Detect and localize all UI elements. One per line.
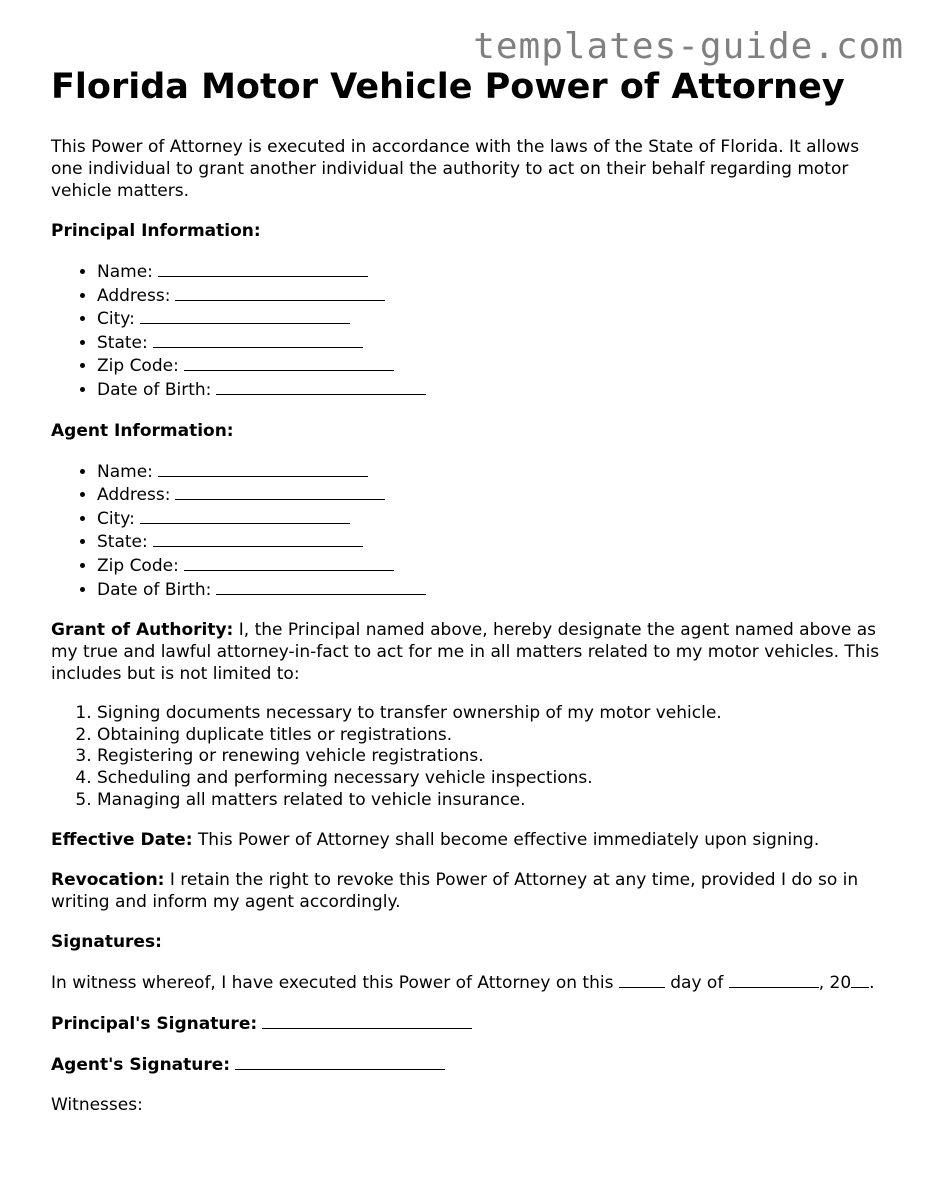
blank-line[interactable] — [153, 530, 363, 547]
principal-state-field — [97, 331, 881, 355]
principal-city-field — [97, 307, 881, 331]
blank-line[interactable] — [175, 284, 385, 301]
principal-fields-list — [51, 260, 881, 402]
grant-items-list — [51, 703, 881, 811]
field-label: State: — [97, 532, 148, 553]
principal-zip-field — [97, 354, 881, 378]
field-label: City: — [97, 508, 135, 529]
agent-signature-label: Agent's Signature: — [51, 1055, 231, 1076]
witnesses-label: Witnesses: — [51, 1095, 143, 1116]
month-blank[interactable] — [729, 971, 819, 988]
year-blank[interactable] — [851, 971, 869, 988]
effective-date-paragraph — [51, 829, 881, 851]
blank-line[interactable] — [184, 354, 394, 371]
effective-label: Effective Date: — [51, 830, 193, 851]
watermark: templates-guide.com — [473, 26, 904, 67]
blank-line[interactable] — [158, 260, 368, 277]
signatures-heading: Signatures: — [51, 932, 162, 953]
principal-dob-field — [97, 378, 881, 402]
field-label: Name: — [97, 461, 153, 482]
agent-heading: Agent Information: — [51, 420, 234, 441]
grant-paragraph — [51, 619, 881, 685]
page-title: Florida Motor Vehicle Power of Attorney — [51, 67, 845, 107]
blank-line[interactable] — [216, 578, 426, 595]
list-item: 2. Obtaining duplicate titles or registrations. — [97, 725, 881, 747]
year-prefix: 20 — [829, 973, 852, 994]
agent-dob-field — [97, 578, 881, 602]
agent-state-field — [97, 530, 881, 554]
blank-line[interactable] — [140, 307, 350, 324]
principal-name-field — [97, 260, 881, 284]
field-label: Zip Code: — [97, 555, 179, 576]
intro-paragraph: This Power of Attorney is executed in accordance with the laws of the State of Florida. It allows one individual to grant another individual the authority to act on their behalf regarding motor vehicle matters. — [51, 137, 860, 201]
document-body — [51, 66, 881, 1116]
list-item: 4. Scheduling and performing necessary vehicle inspections. — [97, 768, 881, 790]
effective-text: This Power of Attorney shall become effective immediately upon signing. — [192, 830, 820, 851]
field-label: Date of Birth: — [97, 579, 212, 600]
year-suffix: . — [869, 973, 875, 994]
witness-text-1: In witness whereof, I have executed this Power of Attorney on this — [51, 973, 614, 994]
agent-signature-blank[interactable] — [235, 1053, 445, 1070]
principal-signature-label: Principal's Signature: — [51, 1014, 258, 1035]
agent-name-field — [97, 460, 881, 484]
principal-signature-blank[interactable] — [262, 1012, 472, 1029]
grant-label: Grant of Authority: — [51, 620, 234, 641]
revocation-paragraph — [51, 869, 881, 913]
agent-address-field — [97, 483, 881, 507]
revocation-label: Revocation: — [51, 870, 165, 891]
list-item: 5. Managing all matters related to vehicle insurance. — [97, 790, 881, 812]
revocation-text: I retain the right to revoke this Power of Attorney at any time, provided I do so in writing and inform my agent accordingly. — [51, 870, 859, 913]
agent-city-field — [97, 507, 881, 531]
field-label: Address: — [97, 285, 171, 306]
grant-text: I, the Principal named above, hereby designate the agent named above as my true and lawful attorney-in-fact to act for me in all matters related to my motor vehicles. This includes but is not limited to: — [51, 620, 880, 685]
blank-line[interactable] — [184, 554, 394, 571]
list-item: 1. Signing documents necessary to transfer ownership of my motor vehicle. — [97, 703, 881, 725]
witness-text-2: day of — [670, 973, 724, 994]
field-label: Address: — [97, 485, 171, 506]
agent-signature-line — [51, 1053, 881, 1076]
principal-address-field — [97, 284, 881, 308]
blank-line[interactable] — [140, 507, 350, 524]
list-item: 3. Registering or renewing vehicle registrations. — [97, 746, 881, 768]
field-label: State: — [97, 332, 148, 353]
principal-signature-line — [51, 1012, 881, 1035]
field-label: Zip Code: — [97, 356, 179, 377]
principal-heading: Principal Information: — [51, 221, 261, 241]
witness-text-3: , — [818, 973, 825, 994]
field-label: Date of Birth: — [97, 379, 212, 400]
agent-zip-field — [97, 554, 881, 578]
field-label: City: — [97, 309, 135, 330]
blank-line[interactable] — [158, 460, 368, 477]
day-blank[interactable] — [619, 971, 665, 988]
agent-fields-list — [51, 460, 881, 602]
blank-line[interactable] — [216, 378, 426, 395]
field-label: Name: — [97, 262, 153, 282]
blank-line[interactable] — [175, 483, 385, 500]
blank-line[interactable] — [153, 331, 363, 348]
witness-statement — [51, 971, 881, 994]
